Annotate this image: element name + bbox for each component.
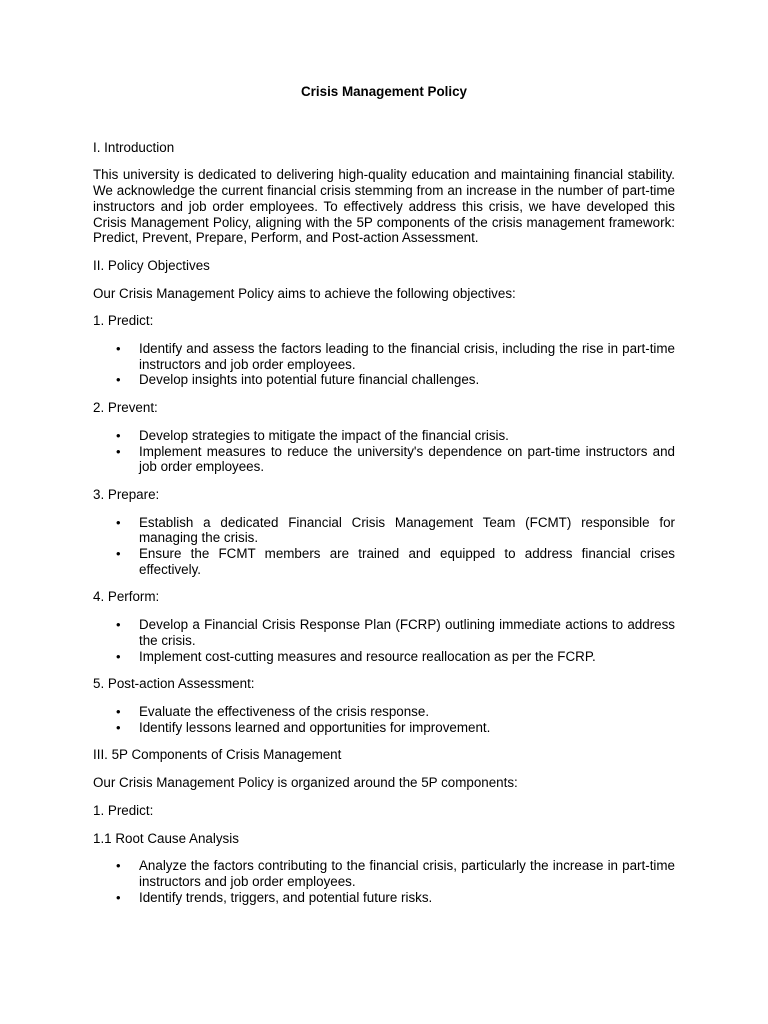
- list-item: • Identify lessons learned and opportunities for improvement.: [139, 720, 675, 736]
- list-item: • Analyze the factors contributing to the financial crisis, particularly the increase in part-time instructors and job order employees.: [139, 858, 675, 889]
- predict-objectives-list: [93, 341, 675, 388]
- component-heading-predict: 1. Predict:: [93, 802, 154, 818]
- prepare-objectives-list: [93, 515, 675, 578]
- objectives-intro-paragraph: Our Crisis Management Policy aims to achieve the following objectives:: [93, 285, 516, 301]
- list-item: • Identify and assess the factors leading to the financial crisis, including the rise in part-time instructors and job order employees.: [139, 341, 675, 372]
- root-cause-list: [93, 858, 675, 905]
- objective-heading-post-action: 5. Post-action Assessment:: [93, 676, 255, 692]
- objective-heading-predict: 1. Predict:: [93, 313, 154, 329]
- subheading-root-cause-analysis: 1.1 Root Cause Analysis: [93, 830, 239, 846]
- section-heading-introduction: I. Introduction: [93, 139, 175, 155]
- objective-heading-prepare: 3. Prepare:: [93, 486, 160, 502]
- 5p-intro-paragraph: Our Crisis Management Policy is organized around the 5P components:: [93, 775, 518, 791]
- document-title: Crisis Management Policy: [301, 84, 467, 99]
- post-action-objectives-list: [93, 704, 675, 735]
- introduction-paragraph: This university is dedicated to delivering high-quality education and maintaining financial stability. We acknowledge the current financial crisis stemming from an increase in the number of part-time instructors and job order employees. To effectively address this crisis, we have developed this Crisis Management Policy, aligning with the 5P components of the crisis management framework: Predict, Prevent, Prepare, Perform, and Post-action Assessment.: [93, 167, 675, 246]
- list-item: • Develop a Financial Crisis Response Plan (FCRP) outlining immediate actions to address the crisis.: [139, 617, 675, 648]
- objective-heading-perform: 4. Perform:: [93, 589, 160, 605]
- objective-heading-prevent: 2. Prevent:: [93, 400, 158, 416]
- list-item: • Evaluate the effectiveness of the crisis response.: [139, 704, 675, 720]
- prevent-objectives-list: [93, 428, 675, 475]
- perform-objectives-list: [93, 617, 675, 664]
- section-heading-policy-objectives: II. Policy Objectives: [93, 257, 210, 273]
- list-item: • Implement cost-cutting measures and resource reallocation as per the FCRP.: [139, 649, 675, 665]
- list-item: • Develop strategies to mitigate the impact of the financial crisis.: [139, 428, 675, 444]
- list-item: • Develop insights into potential future financial challenges.: [139, 372, 675, 388]
- list-item: • Implement measures to reduce the university's dependence on part-time instructors and job order employees.: [139, 444, 675, 475]
- list-item: • Ensure the FCMT members are trained and equipped to address financial crises effectively.: [139, 546, 675, 577]
- document-page: [93, 84, 675, 917]
- list-item: • Identify trends, triggers, and potential future risks.: [139, 890, 675, 906]
- section-heading-5p-components: III. 5P Components of Crisis Management: [93, 747, 342, 763]
- list-item: • Establish a dedicated Financial Crisis Management Team (FCMT) responsible for managing the crisis.: [139, 515, 675, 546]
